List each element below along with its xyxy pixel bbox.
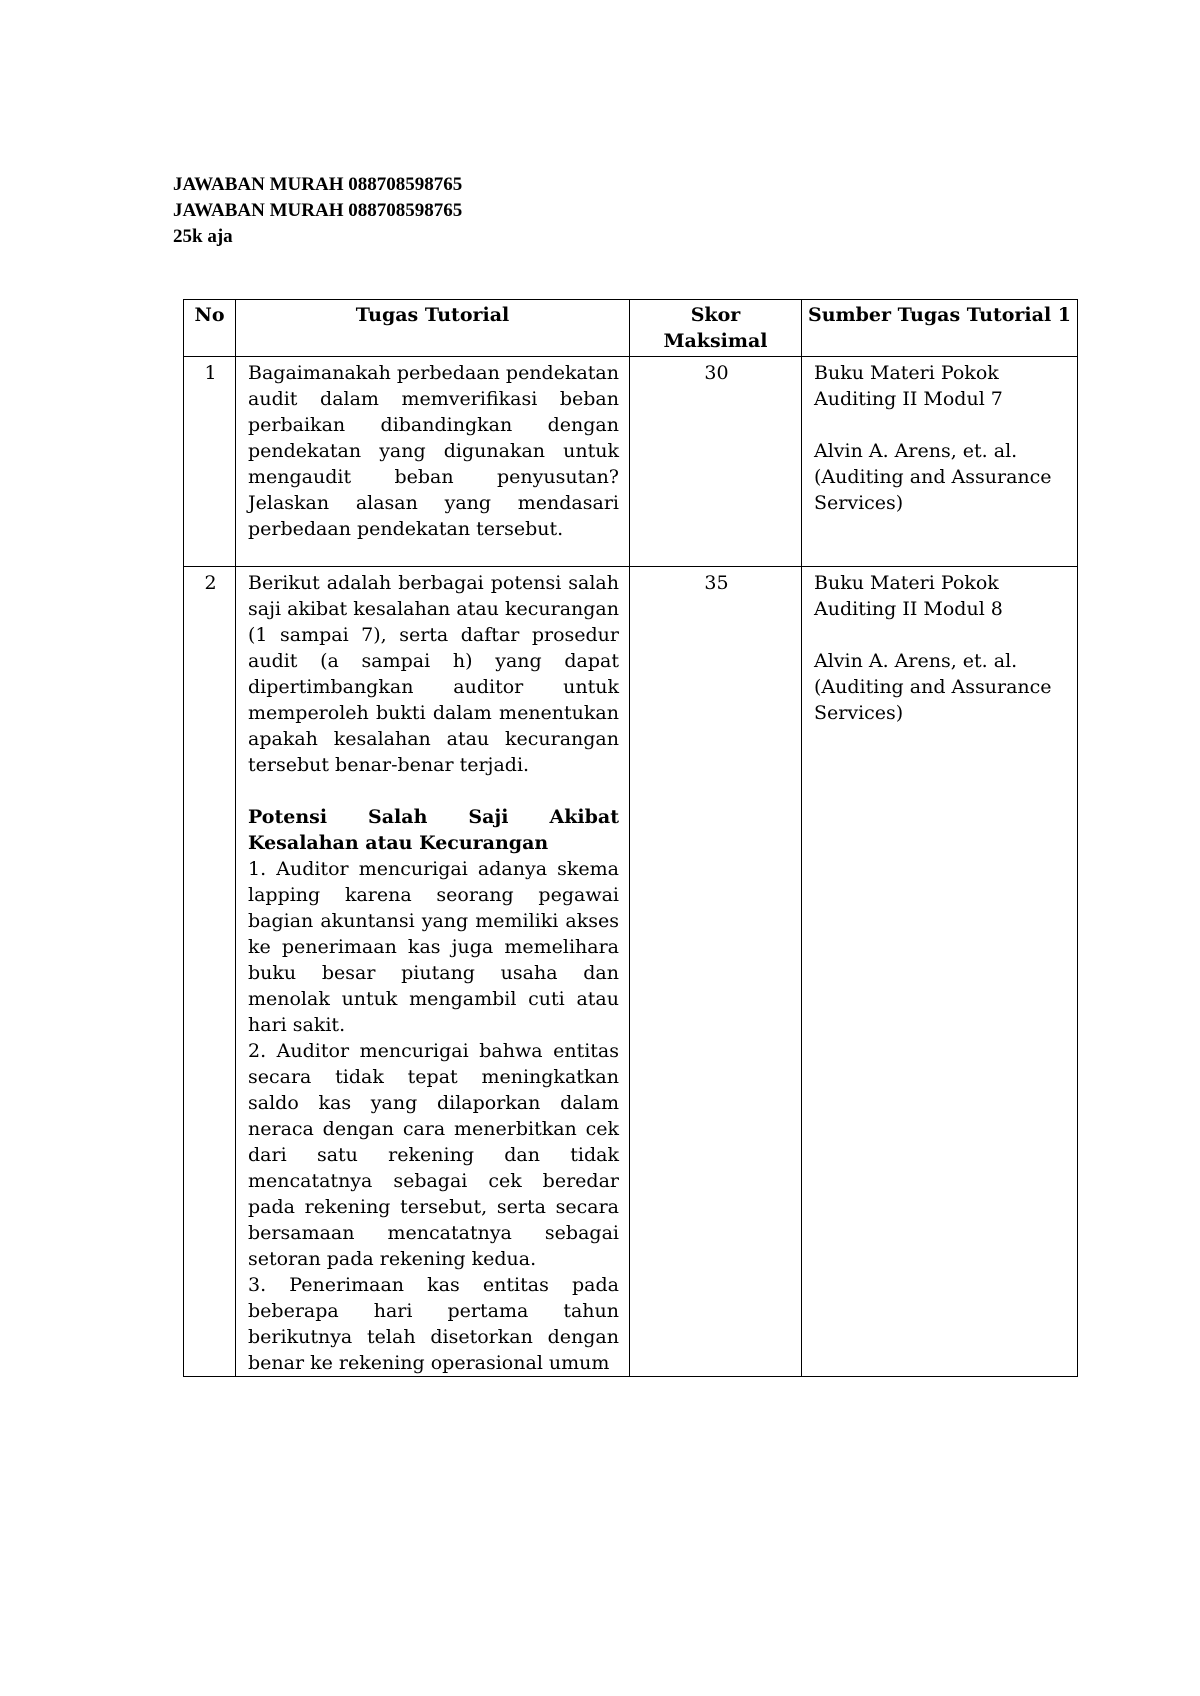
source-cell (802, 567, 1078, 1377)
task-item: 3. Penerimaan kas entitas pada beberapa hari pertama tahun berikutnya telah disetorkan dengan benar ke rekening operasional umum (248, 1274, 619, 1374)
task-item: 2. Auditor mencurigai bahwa entitas secara tidak tepat meningkatkan saldo kas yang dilaporkan dalam neraca dengan cara menerbitkan cek dari satu rekening dan tidak mencatatnya sebagai cek beredar pada rekening tersebut, serta secara bersamaan mencatatnya sebagai setoran pada rekening kedua. (248, 1040, 619, 1270)
header-source: Sumber Tugas Tutorial 1 (802, 300, 1078, 357)
table-row (184, 357, 1078, 567)
task-item: 1. Auditor mencurigai adanya skema lapping karena seorang pegawai bagian akuntansi yang memiliki akses ke penerimaan kas juga memelihara buku besar piutang usaha dan menolak untuk mengambil cuti atau hari sakit. (248, 858, 619, 1036)
tutorial-table (183, 299, 1078, 1377)
header-no: No (184, 300, 236, 357)
header-line-3: 25k aja (173, 226, 233, 247)
source-book: Alvin A. Arens, et. al. (Auditing and Assurance Services) (814, 650, 1052, 724)
document-header (173, 172, 462, 250)
task-cell (236, 357, 630, 567)
row-number: 2 (184, 567, 236, 1377)
task-subheading: Potensi Salah Saji Akibat Kesalahan atau Kecurangan (248, 806, 619, 854)
table-header-row (184, 300, 1078, 357)
task-cell (236, 567, 630, 1377)
row-number: 1 (184, 357, 236, 567)
max-score: 30 (630, 357, 802, 567)
source-module: Buku Materi Pokok Auditing II Modul 8 (814, 572, 1003, 620)
header-task: Tugas Tutorial (236, 300, 630, 357)
header-line-2: JAWABAN MURAH 088708598765 (173, 200, 463, 221)
max-score: 35 (630, 567, 802, 1377)
task-text: Bagaimanakah perbedaan pendekatan audit dalam memverifikasi beban perbaikan dibandingkan dengan pendekatan yang digunakan untuk mengaudit beban penyusutan? Jelaskan alasan yang mendasari perbedaan pendekatan tersebut. (248, 362, 619, 540)
header-line-1: JAWABAN MURAH 088708598765 (173, 174, 463, 195)
source-cell (802, 357, 1078, 567)
source-module: Buku Materi Pokok Auditing II Modul 7 (814, 362, 1003, 410)
table-row (184, 567, 1078, 1377)
source-book: Alvin A. Arens, et. al. (Auditing and Assurance Services) (814, 440, 1052, 514)
header-score: Skor Maksimal (630, 300, 802, 357)
task-intro: Berikut adalah berbagai potensi salah saji akibat kesalahan atau kecurangan (1 sampai 7), serta daftar prosedur audit (a sampai h) yang dapat dipertimbangkan auditor untuk memperoleh bukti dalam menentukan apakah kesalahan atau kecurangan tersebut benar-benar terjadi. (248, 572, 619, 776)
